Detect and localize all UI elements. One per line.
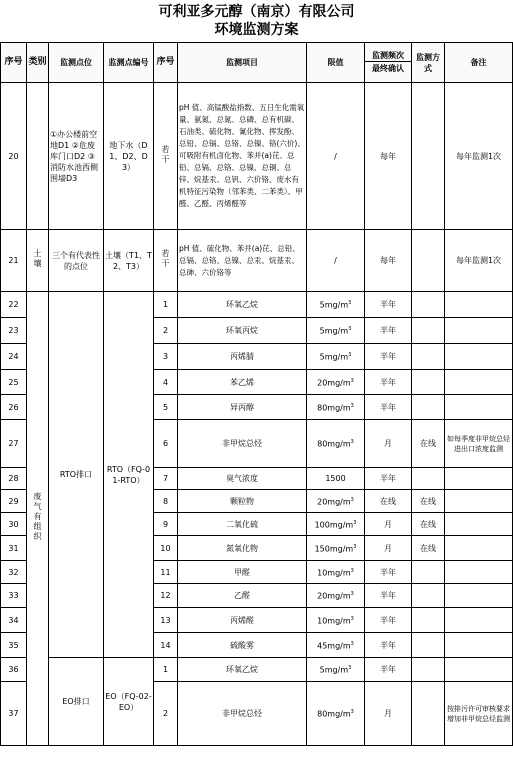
row-seq: 24	[1, 344, 27, 370]
table-row-soil	[1, 230, 513, 292]
row-limit	[307, 318, 365, 344]
row-limit	[307, 468, 365, 490]
row-limit-value: 20mg/m	[317, 591, 351, 601]
row-category	[27, 230, 49, 292]
unit-superscript: 3	[350, 567, 354, 574]
row-limit-value: 100mg/m	[314, 520, 354, 530]
row-method	[412, 370, 445, 395]
row-limit-value: 20mg/m	[317, 378, 351, 388]
row-freq: 月	[365, 513, 412, 536]
row-freq: 半年	[365, 633, 412, 658]
row-remark	[445, 633, 513, 658]
row-limit-value: 5mg/m	[319, 665, 349, 675]
row-freq: 半年	[365, 344, 412, 370]
row-sub-text: 若干	[161, 249, 170, 269]
row-item: 颗粒物	[178, 490, 307, 513]
row-method: 在线	[412, 490, 445, 513]
header-method: 监测方式	[412, 43, 445, 83]
row-limit-value: 1500	[325, 474, 346, 483]
row-sub	[154, 230, 178, 292]
row-method	[412, 633, 445, 658]
row-seq: 30	[1, 513, 27, 536]
unit-superscript: 3	[350, 640, 354, 647]
header-sub-seq: 序号	[154, 43, 178, 83]
row-method	[412, 395, 445, 420]
row-seq: 22	[1, 292, 27, 318]
row-item: 丙烯醛	[178, 608, 307, 633]
row-point: 三个有代表性的点位	[49, 230, 104, 292]
row-sub: 10	[154, 536, 178, 561]
row-seq: 32	[1, 561, 27, 584]
row-method: 在线	[412, 513, 445, 536]
row-limit-value: 10mg/m	[317, 616, 351, 626]
company-title: 可利亚多元醇（南京）有限公司	[158, 4, 355, 20]
row-category-text: 废气有组织	[33, 492, 42, 542]
header-category: 类别	[27, 43, 49, 83]
row-seq: 20	[1, 83, 27, 230]
row-limit-value: 80mg/m	[317, 439, 351, 449]
row-seq: 34	[1, 608, 27, 633]
unit-superscript: 3	[348, 300, 352, 307]
header-remark: 备注	[445, 43, 513, 83]
row-limit-value: 10mg/m	[317, 568, 351, 578]
row-method	[412, 344, 445, 370]
row-seq: 23	[1, 318, 27, 344]
row-limit	[307, 490, 365, 513]
table-row	[1, 292, 513, 318]
row-seq: 25	[1, 370, 27, 395]
row-items: pH 值、高锰酸盐指数、五日生化需氧量、氨氮、总氮、总磷、总有机碳、石油类、硫化物、氰化物、挥发酚、总铅、总镉、总铬、总镍、铬(六价)、可吸附有机卤化物、苯并(a)芘、总铅、总镉、总铬、总镍、总铜、总锌、烷基汞、总钒、六价铬、废水有机特征污染物（邻苯类、二苯类）、甲醛、乙醛、丙烯醛等	[178, 83, 307, 230]
row-remark	[445, 370, 513, 395]
row-remark	[445, 513, 513, 536]
row-limit-value: 5mg/m	[319, 352, 349, 362]
row-sub: 13	[154, 608, 178, 633]
row-item: 臭气浓度	[178, 468, 307, 490]
row-method	[412, 230, 445, 292]
row-item: 甲醛	[178, 561, 307, 584]
row-seq: 27	[1, 420, 27, 468]
row-seq: 36	[1, 658, 27, 682]
row-limit	[307, 682, 365, 746]
row-limit	[307, 561, 365, 584]
row-item: 异丙醇	[178, 395, 307, 420]
row-limit	[307, 633, 365, 658]
row-method	[412, 608, 445, 633]
row-item: 非甲烷总烃	[178, 420, 307, 468]
row-freq: 半年	[365, 468, 412, 490]
row-sub: 11	[154, 561, 178, 584]
row-remark	[445, 395, 513, 420]
row-seq: 35	[1, 633, 27, 658]
row-seq: 26	[1, 395, 27, 420]
unit-superscript: 3	[350, 496, 354, 503]
row-limit-value: 80mg/m	[317, 709, 351, 719]
row-freq: 月	[365, 536, 412, 561]
row-remark	[445, 344, 513, 370]
header-freq-final: 最终确认	[372, 64, 404, 73]
row-point: ①办公楼前空地D1 ②危废库门口D2 ③消防水池西侧围墙D3	[49, 83, 104, 230]
row-seq: 37	[1, 682, 27, 746]
row-category	[27, 292, 49, 746]
row-limit-value: 45mg/m	[317, 641, 351, 651]
header-frequency	[365, 43, 412, 83]
unit-superscript: 3	[353, 543, 357, 550]
row-point: RTO排口	[49, 292, 104, 658]
row-sub: 5	[154, 395, 178, 420]
row-sub-text: 若干	[161, 144, 170, 165]
table-row-groundwater	[1, 83, 513, 230]
row-limit-value: 80mg/m	[317, 403, 351, 413]
row-category	[27, 83, 49, 230]
row-remark	[445, 658, 513, 682]
row-limit	[307, 370, 365, 395]
header-point: 监测点位	[49, 43, 104, 83]
row-remark: 每年监测1次	[445, 230, 513, 292]
row-limit-value: 5mg/m	[319, 300, 349, 310]
row-remark: 按排污许可审核要求增加非甲烷总烃监测	[445, 682, 513, 746]
row-sub: 1	[154, 658, 178, 682]
row-limit-value: 150mg/m	[314, 544, 354, 554]
row-limit	[307, 584, 365, 608]
row-freq: 半年	[365, 608, 412, 633]
row-method	[412, 318, 445, 344]
row-freq: 在线	[365, 490, 412, 513]
row-sub: 1	[154, 292, 178, 318]
unit-superscript: 3	[350, 402, 354, 409]
header-limit: 限值	[307, 43, 365, 83]
row-freq: 半年	[365, 318, 412, 344]
row-sub: 8	[154, 490, 178, 513]
row-item: 苯乙烯	[178, 370, 307, 395]
row-item: 二氧化硫	[178, 513, 307, 536]
row-sub: 2	[154, 318, 178, 344]
row-items: pH 值、硫化物、苯并(a)芘、总铅、总镉、总铬、总镍、总汞、烷基汞、总砷、六价铬等	[178, 230, 307, 292]
row-remark	[445, 318, 513, 344]
row-seq: 28	[1, 468, 27, 490]
row-remark	[445, 536, 513, 561]
row-limit	[307, 344, 365, 370]
row-freq: 半年	[365, 584, 412, 608]
monitoring-table	[0, 42, 513, 746]
row-item: 环氧丙烷	[178, 318, 307, 344]
row-sub: 14	[154, 633, 178, 658]
row-method	[412, 584, 445, 608]
row-freq: 半年	[365, 395, 412, 420]
row-sub: 7	[154, 468, 178, 490]
row-freq: 半年	[365, 658, 412, 682]
row-limit	[307, 292, 365, 318]
row-remark	[445, 468, 513, 490]
row-method	[412, 83, 445, 230]
row-method: 在线	[412, 536, 445, 561]
row-remark	[445, 584, 513, 608]
header-point-code: 监测点编号	[104, 43, 154, 83]
row-method	[412, 658, 445, 682]
row-limit	[307, 536, 365, 561]
row-remark: 如每季度非甲烷总烃进出口浓度监测	[445, 420, 513, 468]
row-method	[412, 561, 445, 584]
table-row	[1, 658, 513, 682]
row-sub: 2	[154, 682, 178, 746]
row-limit	[307, 658, 365, 682]
row-limit	[307, 608, 365, 633]
row-freq: 每年	[365, 83, 412, 230]
header-seq: 序号	[1, 43, 27, 83]
row-sub: 9	[154, 513, 178, 536]
row-freq: 半年	[365, 370, 412, 395]
row-sub	[154, 83, 178, 230]
row-item: 丙烯腈	[178, 344, 307, 370]
row-seq: 31	[1, 536, 27, 561]
row-method: 在线	[412, 420, 445, 468]
row-point-code: RTO（FQ-01-RTO）	[104, 292, 154, 658]
gas-rows	[1, 292, 513, 746]
row-remark	[445, 608, 513, 633]
row-item: 硫酸雾	[178, 633, 307, 658]
unit-superscript: 3	[348, 326, 352, 333]
row-remark: 每年监测1次	[445, 83, 513, 230]
header-row	[1, 43, 513, 83]
row-limit	[307, 420, 365, 468]
unit-superscript: 3	[348, 665, 352, 672]
row-sub: 6	[154, 420, 178, 468]
row-seq: 21	[1, 230, 27, 292]
row-item: 环氧乙烷	[178, 658, 307, 682]
row-remark	[445, 292, 513, 318]
row-point-code: 土壤（T1、T2、T3）	[104, 230, 154, 292]
unit-superscript: 3	[350, 709, 354, 716]
row-point-code: 地下水（D1、D2、D3）	[104, 83, 154, 230]
row-limit	[307, 395, 365, 420]
row-sub: 12	[154, 584, 178, 608]
row-item: 环氧乙烷	[178, 292, 307, 318]
row-freq: 半年	[365, 561, 412, 584]
header-item: 监测项目	[178, 43, 307, 83]
row-freq: 每年	[365, 230, 412, 292]
row-limit: /	[307, 230, 365, 292]
row-freq: 月	[365, 420, 412, 468]
unit-superscript: 3	[348, 352, 352, 359]
row-limit: /	[307, 83, 365, 230]
row-limit	[307, 513, 365, 536]
row-method	[412, 682, 445, 746]
header-freq-group: 监测频次	[365, 50, 411, 62]
row-limit-value: 20mg/m	[317, 497, 351, 507]
row-remark	[445, 561, 513, 584]
row-sub: 4	[154, 370, 178, 395]
row-point-code: EO（FQ-02-EO）	[104, 658, 154, 746]
row-method	[412, 292, 445, 318]
row-item: 氮氧化物	[178, 536, 307, 561]
row-point: EO排口	[49, 658, 104, 746]
row-freq: 月	[365, 682, 412, 746]
plan-title: 环境监测方案	[214, 22, 299, 38]
row-seq: 33	[1, 584, 27, 608]
unit-superscript: 3	[353, 519, 357, 526]
unit-superscript: 3	[350, 591, 354, 598]
row-freq: 半年	[365, 292, 412, 318]
row-limit-value: 5mg/m	[319, 326, 349, 336]
row-remark	[445, 490, 513, 513]
row-sub: 3	[154, 344, 178, 370]
row-category-text: 土壤	[33, 249, 42, 269]
unit-superscript: 3	[350, 439, 354, 446]
row-seq: 29	[1, 490, 27, 513]
row-item: 非甲烷总烃	[178, 682, 307, 746]
row-method	[412, 468, 445, 490]
unit-superscript: 3	[350, 377, 354, 384]
row-item: 乙醛	[178, 584, 307, 608]
unit-superscript: 3	[350, 615, 354, 622]
